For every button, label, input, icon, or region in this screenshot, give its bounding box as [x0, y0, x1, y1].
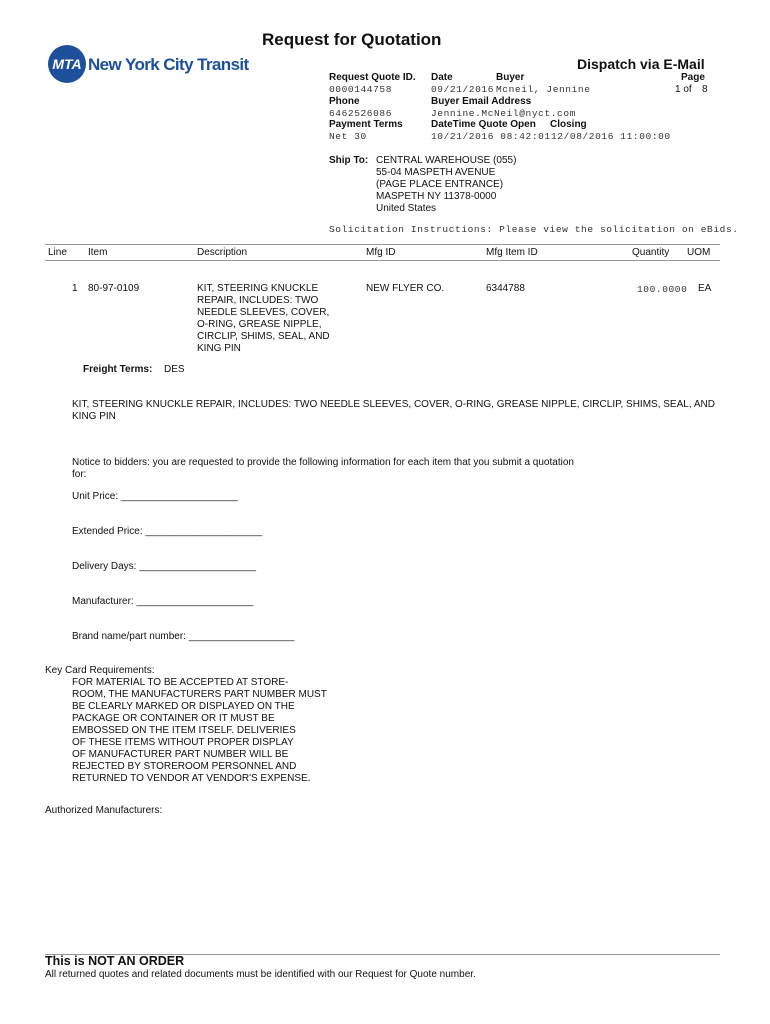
- key-card-line: OF MANUFACTURER PART NUMBER WILL BE: [72, 749, 289, 760]
- description-line: NEEDLE SLEEVES, COVER,: [197, 307, 330, 318]
- brand-part-number-field: Brand name/part number: ___________________: [72, 631, 295, 642]
- manufacturer-field: Manufacturer: _____________________: [72, 596, 254, 607]
- table-header-rule: [45, 244, 720, 245]
- buyer-value: Mcneil, Jennine: [496, 84, 591, 95]
- closing-value: 12/08/2016 11:00:00: [551, 131, 671, 142]
- row-mfg-item-id: 6344788: [486, 283, 525, 294]
- page-title: Request for Quotation: [262, 30, 442, 49]
- col-header-uom: UOM: [687, 247, 711, 258]
- payment-terms-label: Payment Terms: [329, 119, 403, 130]
- col-header-quantity: Quantity: [632, 247, 670, 258]
- request-quote-value: 0000144758: [329, 84, 393, 95]
- key-card-title: Key Card Requirements:: [45, 665, 155, 676]
- key-card-requirements: [72, 677, 327, 785]
- closing-label: Closing: [550, 119, 587, 130]
- row-quantity: 100.0000: [637, 284, 688, 295]
- row-mfg-id: NEW FLYER CO.: [366, 283, 445, 294]
- logo-text: New York City Transit: [88, 55, 249, 74]
- notice-line: for:: [72, 469, 87, 480]
- description-line: REPAIR, INCLUDES: TWO: [197, 295, 319, 306]
- phone-value: 6462526086: [329, 108, 393, 119]
- request-quote-label: Request Quote ID.: [329, 72, 416, 83]
- notice-to-bidders: [72, 457, 574, 481]
- long-description-line: KING PIN: [72, 411, 116, 422]
- notice-line: Notice to bidders: you are requested to provide the following information for each item that you submit a quotation: [72, 457, 574, 468]
- ship-to-line: 55-04 MASPETH AVENUE: [376, 167, 496, 178]
- not-an-order: This is NOT AN ORDER: [45, 954, 185, 968]
- buyer-email-label: Buyer Email Address: [431, 96, 532, 107]
- long-description-line: KIT, STEERING KNUCKLE REPAIR, INCLUDES: TWO NEEDLE SLEEVES, COVER, O-RING, GREASE NIPPLE, CIRCLIP, SHIMS, SEAL, AND: [72, 399, 715, 410]
- page-label: Page: [681, 72, 705, 83]
- key-card-line: BE CLEARLY MARKED OR DISPLAYED ON THE: [72, 701, 295, 712]
- unit-price-field: Unit Price: _____________________: [72, 491, 238, 502]
- col-header-line: Line: [48, 247, 67, 258]
- key-card-line: EMBOSSED ON THE ITEM ITSELF. DELIVERIES: [72, 725, 296, 736]
- table-header-underline: [45, 260, 720, 261]
- key-card-line: REJECTED BY STOREROOM PERSONNEL AND: [72, 761, 297, 772]
- row-line: 1: [72, 283, 78, 294]
- col-header-item: Item: [88, 247, 108, 258]
- datetime-open-label: DateTime Quote Open: [431, 119, 536, 130]
- solicitation-instructions: Solicitation Instructions: Please view the solicitation on eBids.: [329, 224, 739, 235]
- dispatch-label: Dispatch via E-Mail: [577, 56, 705, 72]
- freight-terms-value: DES: [164, 364, 185, 375]
- footer-note: All returned quotes and related documents must be identified with our Request for Quote number.: [45, 969, 476, 980]
- key-card-line: OF THESE ITEMS WITHOUT PROPER DISPLAY: [72, 737, 294, 748]
- ship-to-line: CENTRAL WAREHOUSE (055): [376, 155, 517, 166]
- key-card-line: RETURNED TO VENDOR AT VENDOR'S EXPENSE.: [72, 773, 311, 784]
- row-uom: EA: [698, 283, 712, 294]
- mta-logo-icon: [47, 44, 87, 84]
- extended-price-field: Extended Price: _____________________: [72, 526, 263, 537]
- col-header-mfg-item-id: Mfg Item ID: [486, 247, 538, 258]
- col-header-description: Description: [197, 247, 248, 258]
- ship-to-address: [376, 155, 516, 215]
- row-description: [197, 283, 330, 355]
- description-line: O-RING, GREASE NIPPLE,: [197, 319, 322, 330]
- payment-terms-value: Net 30: [329, 131, 367, 142]
- long-description: [72, 399, 715, 423]
- date-label: Date: [431, 72, 453, 83]
- ship-to-line: (PAGE PLACE ENTRANCE): [376, 179, 504, 190]
- key-card-line: FOR MATERIAL TO BE ACCEPTED AT STORE-: [72, 677, 289, 688]
- col-header-mfg-id: Mfg ID: [366, 247, 396, 258]
- buyer-label: Buyer: [496, 72, 525, 83]
- description-line: KING PIN: [197, 343, 241, 354]
- row-item: 80-97-0109: [88, 283, 140, 294]
- page-value: 1 of: [675, 84, 692, 95]
- mta-logo: [47, 44, 87, 84]
- freight-terms-label: Freight Terms:: [83, 364, 153, 375]
- key-card-line: ROOM, THE MANUFACTURERS PART NUMBER MUST: [72, 689, 327, 700]
- buyer-email-value: Jennine.McNeil@nyct.com: [431, 108, 576, 119]
- key-card-line: PACKAGE OR CONTAINER OR IT MUST BE: [72, 713, 275, 724]
- authorized-manufacturers: Authorized Manufacturers:: [45, 805, 163, 816]
- date-value: 09/21/2016: [431, 84, 495, 95]
- ship-to-line: United States: [376, 203, 437, 214]
- description-line: CIRCLIP, SHIMS, SEAL, AND: [197, 331, 330, 342]
- description-line: KIT, STEERING KNUCKLE: [197, 283, 319, 294]
- datetime-open-value: 10/21/2016 08:42:01: [431, 131, 551, 142]
- page-total: 8: [702, 84, 708, 95]
- svg-text:MTA: MTA: [52, 56, 82, 72]
- delivery-days-field: Delivery Days: _____________________: [72, 561, 257, 572]
- ship-to-label: Ship To:: [329, 155, 369, 166]
- ship-to-line: MASPETH NY 11378-0000: [376, 191, 497, 202]
- phone-label: Phone: [329, 96, 360, 107]
